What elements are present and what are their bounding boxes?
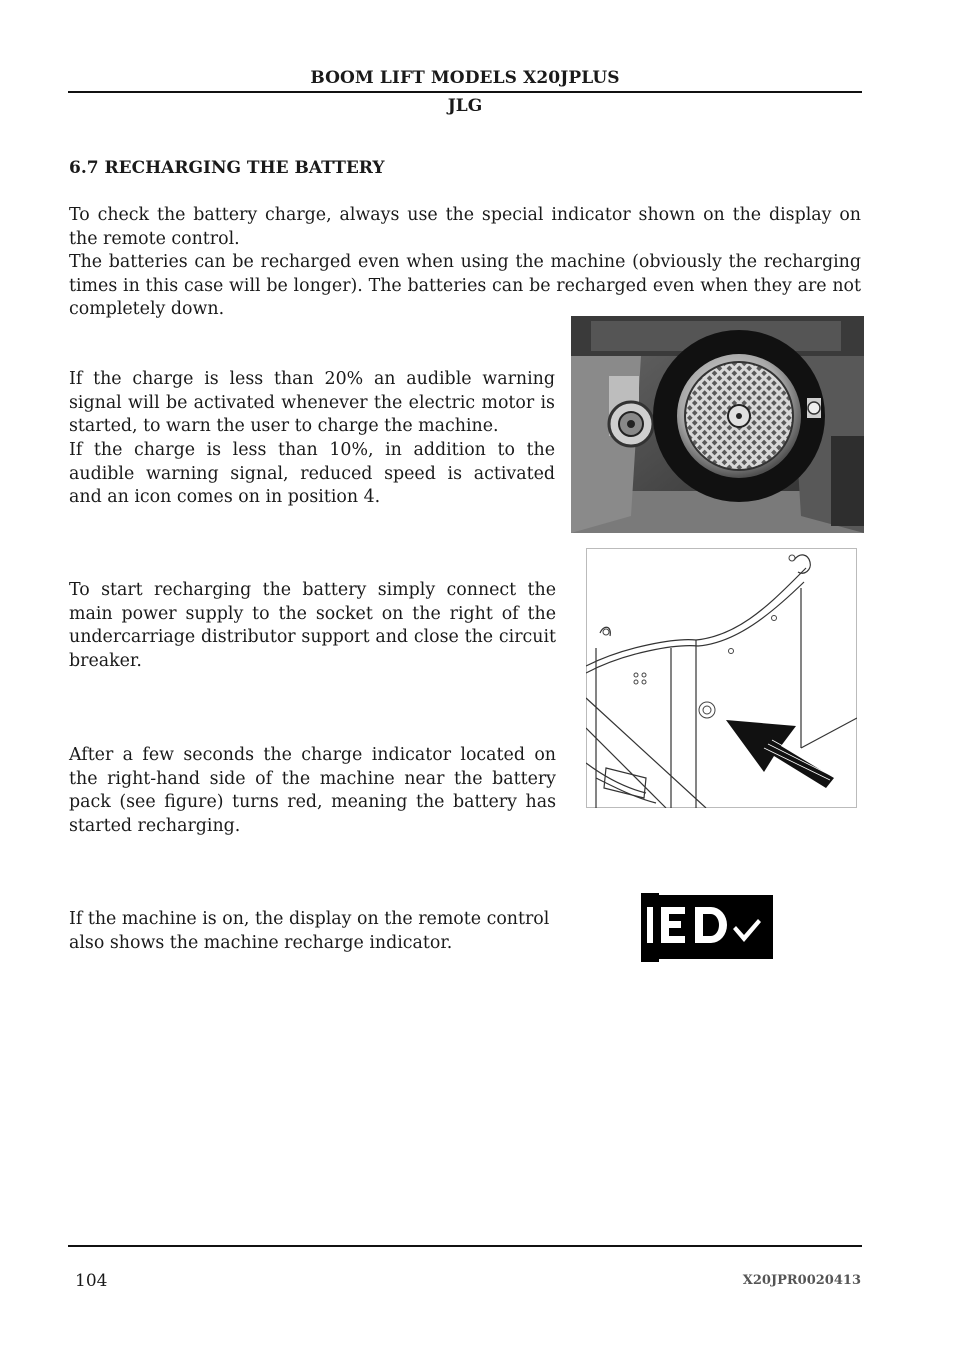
header-divider (68, 91, 862, 93)
section-title: 6.7 RECHARGING THE BATTERY (69, 158, 385, 178)
document-code: X20JPR0020413 (742, 1273, 861, 1288)
paragraph-intro-recharge: The batteries can be recharged even when using the machine (obviously the recharging times in this case will be longer). The batteries can be recharged even when they are not completely down. (69, 252, 861, 320)
header-brand: JLG (447, 96, 483, 116)
paragraph-intro-indicator: To check the battery charge, always use the special indicator shown on the display on the remote control. (69, 205, 861, 249)
motor-photo (571, 316, 864, 533)
paragraph-charge-below-20: If the charge is less than 20% an audible warning signal will be activated whenever the electric motor is started, to warn the user to charge the machine. (69, 369, 555, 437)
page-number: 104 (75, 1271, 108, 1291)
recharge-indicator-icon (641, 893, 773, 962)
paragraph-charge-below-10: If the charge is less than 10%, in addition to the audible warning signal, reduced speed is activated and an icon comes on in position 4. (69, 440, 555, 508)
paragraph-start-recharging: To start recharging the battery simply connect the main power supply to the socket on the right of the undercarriage distributor support and close the circuit breaker. (69, 580, 556, 671)
footer-divider (68, 1245, 862, 1247)
paragraph-charge-indicator: After a few seconds the charge indicator located on the right-hand side of the machine near the battery pack (see figure) turns red, meaning the battery has started recharging. (69, 745, 556, 836)
header-title: BOOM LIFT MODELS X20JPLUS (310, 68, 620, 88)
paragraph-display-indicator: If the machine is on, the display on the remote control also shows the machine recharge indicator. (69, 909, 550, 953)
socket-location-drawing (586, 548, 857, 808)
